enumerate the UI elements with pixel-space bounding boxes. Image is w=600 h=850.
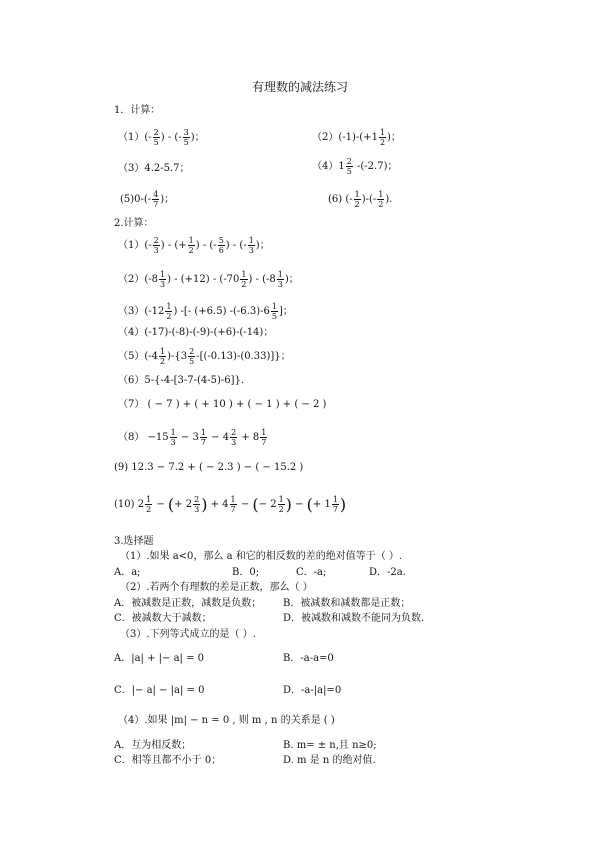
section3-header: 3.选择题 xyxy=(114,536,154,547)
denominator: 3 xyxy=(248,246,254,255)
numerator: 1 xyxy=(378,190,384,199)
s2-problem-5 xyxy=(118,347,291,366)
q2-option-c: C．被减数大于减数； xyxy=(114,613,212,624)
text: ) - (- xyxy=(225,240,247,251)
fraction xyxy=(240,270,247,289)
section2-header: 2.计算： xyxy=(114,218,154,229)
q1-option-a: A．a; xyxy=(114,567,141,578)
fraction xyxy=(170,428,177,447)
q1-option-c: C．-a; xyxy=(296,567,327,578)
q4-option-a: A．互为相反数； xyxy=(114,740,192,751)
fraction xyxy=(260,428,267,447)
numerator: 2 xyxy=(189,347,195,356)
s1-problem-1 xyxy=(118,128,205,147)
s2-problem-9: (9) 12.3 − 7.2 + ( − 2.3 ) − ( − 15.2 ) xyxy=(114,462,304,473)
text: (10) 2 xyxy=(114,499,145,510)
text: （5）(-4 xyxy=(118,351,159,362)
fraction xyxy=(159,347,166,366)
paren-close: ) xyxy=(339,495,347,514)
q4-option-c: C．相等且都不小于 0； xyxy=(114,755,222,766)
fraction xyxy=(218,236,225,255)
numerator: 2 xyxy=(346,157,352,166)
numerator: 1 xyxy=(261,428,267,437)
denominator: 2 xyxy=(160,357,166,366)
fraction xyxy=(277,270,284,289)
text: − 4 xyxy=(207,432,230,443)
text: )； xyxy=(190,132,205,143)
denominator: 2 xyxy=(354,200,360,209)
s1-problem-6 xyxy=(328,190,392,209)
fraction xyxy=(332,495,339,514)
text: -(-2.7)； xyxy=(353,161,398,172)
numerator: 1 xyxy=(230,495,236,504)
page-title: 有理数的减法练习 xyxy=(251,80,348,94)
fraction xyxy=(188,347,195,366)
text: )； xyxy=(255,240,270,251)
denominator: 2 xyxy=(378,200,384,209)
text: （2）(-1)-(+1 xyxy=(312,132,378,143)
numerator: 1 xyxy=(354,190,360,199)
numerator: 5 xyxy=(218,236,224,245)
text: )-(- xyxy=(361,194,377,205)
denominator: 5 xyxy=(183,138,189,147)
denominator: 3 xyxy=(231,438,237,447)
denominator: 2 xyxy=(278,505,284,514)
numerator: 1 xyxy=(170,428,176,437)
q4-option-d: D. m 是 n 的绝对值. xyxy=(283,755,376,766)
s2-problem-3 xyxy=(118,302,293,321)
text: ) - (- xyxy=(160,132,182,143)
text: − 3 xyxy=(177,432,199,443)
q3-stem: （3）.下列等式成立的是（ ）. xyxy=(120,629,256,640)
denominator: 5 xyxy=(189,357,195,366)
numerator: 2 xyxy=(231,428,237,437)
fraction xyxy=(188,236,195,255)
s2-problem-8 xyxy=(118,428,268,447)
text: + 4 xyxy=(207,499,229,510)
numerator: 1 xyxy=(271,302,277,311)
s2-problem-2 xyxy=(118,270,299,289)
denominator: 7 xyxy=(200,438,206,447)
text: (6) (- xyxy=(328,194,353,205)
text: （1）(- xyxy=(118,132,152,143)
text: )-{3 xyxy=(167,351,188,362)
s1-problem-4 xyxy=(312,157,397,176)
q2-option-b: B．被减数和减数都是正数； xyxy=(283,598,411,609)
denominator: 2 xyxy=(241,280,247,289)
denominator: 6 xyxy=(218,246,224,255)
text: （3）(-12 xyxy=(118,306,165,317)
fraction xyxy=(145,495,152,514)
text: (5)0-(- xyxy=(120,194,152,205)
denominator: 3 xyxy=(153,246,159,255)
text: （1）(- xyxy=(118,240,152,251)
denominator: 5 xyxy=(346,167,352,176)
paren-open: ( xyxy=(252,495,259,514)
text: ) - (-8 xyxy=(248,274,276,285)
fraction xyxy=(377,190,384,209)
q2-stem: （2）.若两个有理数的差是正数，那么（ ） xyxy=(120,582,313,593)
fraction xyxy=(230,428,237,447)
fraction xyxy=(354,190,361,209)
numerator: 1 xyxy=(160,347,166,356)
text: ). xyxy=(385,194,393,205)
q2-option-d: D．被减数和减数不能同为负数. xyxy=(283,613,425,624)
denominator: 5 xyxy=(271,312,277,321)
text: （8） −15 xyxy=(118,432,169,443)
numerator: 1 xyxy=(166,302,172,311)
denominator: 3 xyxy=(160,280,166,289)
section1-header: 1．计算： xyxy=(114,105,161,116)
numerator: 1 xyxy=(277,270,283,279)
text: )； xyxy=(284,274,299,285)
text: -[(-0.13)-(0.33)]}； xyxy=(196,351,291,362)
denominator: 2 xyxy=(379,138,386,147)
s2-problem-1 xyxy=(118,236,270,255)
text: （4）1 xyxy=(312,161,345,172)
text: ) - (+12) - (-70 xyxy=(167,274,240,285)
q2-option-a: A．被减数是正数，减数是负数； xyxy=(114,598,262,609)
text: ) -[- (+6.5) -(-6.3)-6 xyxy=(173,306,270,317)
denominator: 7 xyxy=(230,505,236,514)
text: ]； xyxy=(278,306,293,317)
numerator: 1 xyxy=(200,428,206,437)
fraction xyxy=(271,302,278,321)
text: − 2 xyxy=(258,499,277,510)
numerator: 2 xyxy=(153,236,159,245)
numerator: 1 xyxy=(160,270,166,279)
denominator: 7 xyxy=(261,438,267,447)
numerator: 1 xyxy=(332,495,338,504)
text: − xyxy=(153,499,168,510)
fraction xyxy=(346,157,353,176)
text: + 2 xyxy=(174,499,193,510)
numerator: 1 xyxy=(248,236,254,245)
numerator: 1 xyxy=(146,495,152,504)
text: ) - (- xyxy=(195,240,217,251)
q3-option-d: D．-a-|a|=0 xyxy=(283,685,342,696)
text: − xyxy=(237,499,253,510)
text: )； xyxy=(160,194,175,205)
s2-problem-4: （4）(-17)-(-8)-(-9)-(+6)-(-14)； xyxy=(118,327,274,338)
paren-open: ( xyxy=(306,495,313,514)
text: ) - (+ xyxy=(160,240,187,251)
fraction xyxy=(152,190,159,209)
fraction xyxy=(159,270,166,289)
fraction xyxy=(183,128,190,147)
denominator: 3 xyxy=(194,505,200,514)
numerator: 1 xyxy=(188,236,194,245)
numerator: 2 xyxy=(153,128,159,137)
denominator: 2 xyxy=(188,246,194,255)
fraction xyxy=(193,495,200,514)
denominator: 2 xyxy=(166,312,172,321)
numerator: 1 xyxy=(241,270,247,279)
s1-problem-5 xyxy=(120,190,174,209)
text: + 8 xyxy=(238,432,260,443)
q3-option-b: B．-a-a=0 xyxy=(283,653,334,664)
denominator: 3 xyxy=(170,438,176,447)
numerator: 1 xyxy=(379,128,386,137)
fraction xyxy=(200,428,207,447)
text: （2）(-8 xyxy=(118,274,159,285)
numerator: 4 xyxy=(153,190,159,199)
denominator: 7 xyxy=(153,200,159,209)
numerator: 3 xyxy=(183,128,189,137)
q3-option-c: C．|− a| − |a| = 0 xyxy=(114,685,205,696)
q4-stem: （4）.如果 |m| − n = 0 , 则 m , n 的关系是 ( ) xyxy=(118,715,335,726)
q4-option-b: B. m= ± n,且 n≥0; xyxy=(283,740,377,751)
fraction xyxy=(278,495,285,514)
denominator: 2 xyxy=(146,505,152,514)
fraction xyxy=(153,128,160,147)
fraction xyxy=(230,495,237,514)
text: − xyxy=(291,499,307,510)
q3-option-a: A．|a| + |− a| = 0 xyxy=(114,653,205,664)
fraction xyxy=(379,128,386,147)
q1-stem: （1）.如果 a<0，那么 a 和它的相反数的差的绝对值等于（ ）. xyxy=(120,551,403,562)
fraction xyxy=(153,236,160,255)
numerator: 1 xyxy=(278,495,284,504)
fraction xyxy=(248,236,255,255)
denominator: 7 xyxy=(332,505,338,514)
s2-problem-7: （7） ( − 7 ) + ( + 10 ) + ( − 1 ) + ( − 2 ) xyxy=(118,399,327,410)
text: + 1 xyxy=(312,499,331,510)
denominator: 3 xyxy=(277,280,283,289)
paren-close: ) xyxy=(201,495,208,514)
paren-open: ( xyxy=(167,495,175,514)
s2-problem-10 xyxy=(114,495,346,514)
q1-option-b: B．0; xyxy=(232,567,260,578)
denominator: 5 xyxy=(153,138,159,147)
q1-option-d: D．-2a. xyxy=(369,567,406,578)
s1-problem-3: （3）4.2-5.7； xyxy=(118,163,190,174)
text: )； xyxy=(387,132,401,143)
paren-close: ) xyxy=(285,495,292,514)
s1-problem-2 xyxy=(312,128,401,147)
numerator: 2 xyxy=(194,495,200,504)
fraction xyxy=(165,302,172,321)
s2-problem-6: （6）5-{-4-[3-7-(4-5)-6]}. xyxy=(118,375,245,386)
